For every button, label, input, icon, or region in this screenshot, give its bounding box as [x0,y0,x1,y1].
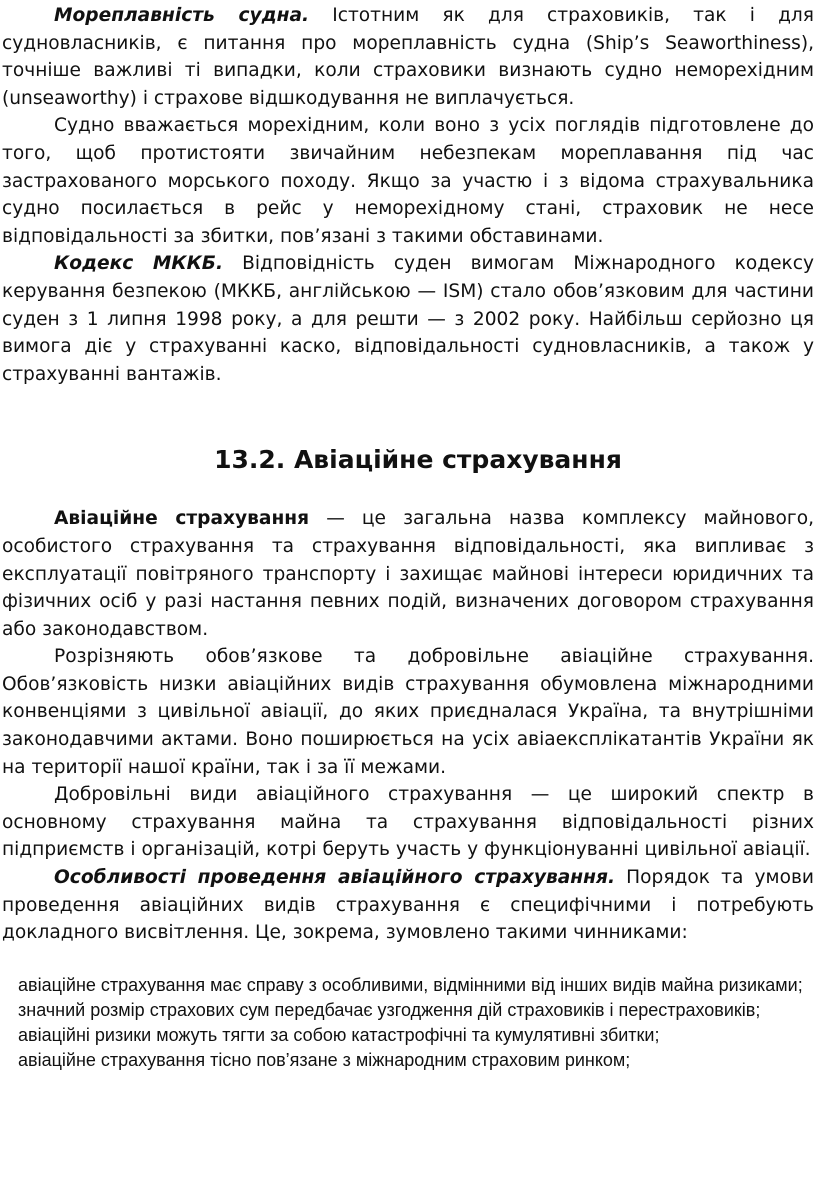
seaworthiness-title: Мореплавність судна. [54,5,310,26]
ism-code-text: Відповідність суден вимогам Міжнародного кодексу керування безпекою (МККБ, англійською — ISM) стало обов’язковим для частини суден з 1 липня 1998 року, а для решти — з 2002 року. Найбільш серйозно ця вимога діє у страхуванні каско, відповідальності судновласників, а також у страхуванні вантажів. [2,253,814,385]
ism-code-title: Кодекс МККБ. [54,253,224,275]
paragraph-aviation-definition [2,505,814,643]
list-item: авіаційне страхування має справу з особливими, відмінними від інших видів майна ризиками; [18,974,803,995]
paragraph-seaworthy-definition: Судно вважається морехідним, коли воно з усіх поглядів підготовлене до того, щоб протистояти звичайним небезпекам мореплавання під час застрахованого морського походу. Якщо за участю і з відома страхувальника судно посилається в рейс у неморехідному стані, страховик не несе відповідальності за збитки, пов’язані з такими обставинами. [2,115,814,247]
spacer [2,476,814,505]
aviation-definition-text: — це загальна назва комплексу майнового, особистого страхування та страхування відповідальності, яка випливає з експлуатації повітряного транспорту і захищає майнові інтереси юридичних та фізичних осіб у разі настання певних подій, визначених договором страхування або законодавством. [2,508,814,640]
paragraph-voluntary-types: Добровільні види авіаційного страхування — це широкий спектр в основному страхування майна та страхування відповідальності різних підприємств і організацій, котрі беруть участь у функціонуванні цивільної авіації. [2,784,814,861]
paragraph-seaworthiness-intro [2,2,814,112]
paragraph-mandatory-voluntary: Розрізняють обов’язкове та добровільне авіаційне страхування. Обов’язковість низки авіаційних видів страхування обумовлена міжнародними конвенціями з цивільної авіації, до яких приєдналася Україна, та внутрішніми законодавчими актами. Воно поширюється на усіх авіаексплікатантів України як на території нашої країни, так і за її межами. [2,646,814,778]
list-item: авіаційні ризики можуть тягти за собою катастрофічні та кумулятивні збитки; [18,1024,660,1045]
paragraph-ism-code [2,250,814,388]
paragraph-features [2,864,814,947]
features-title: Особливості проведення авіаційного страхування. [54,867,616,889]
section-heading: 13.2. Авіаційне страхування [214,445,622,475]
list-item: значний розмір страхових сум передбачає узгодження дій страховиків і перестраховиків; [18,999,761,1020]
aviation-term: Авіаційне страхування [54,508,310,530]
factors-list [2,973,814,1073]
spacer [2,388,814,444]
features-text: Порядок та умови проведення авіаційних видів страхування є специфічними і потребують докладного висвітлення. Це, зокрема, зумовлено такими чинниками: [2,867,814,944]
list-item: авіаційне страхування тісно пов’язане з міжнародним страховим ринком; [18,1049,631,1070]
seaworthiness-text: Істотним як для страховиків, так і для судновласників, є питання про мореплавність судна (Ship’s Seaworthiness), точніше важливі ті випадки, коли страховики визнають судно неморехідним (unseaworthy) і страхове відшкодування не виплачується. [2,5,814,109]
spacer [2,947,814,973]
